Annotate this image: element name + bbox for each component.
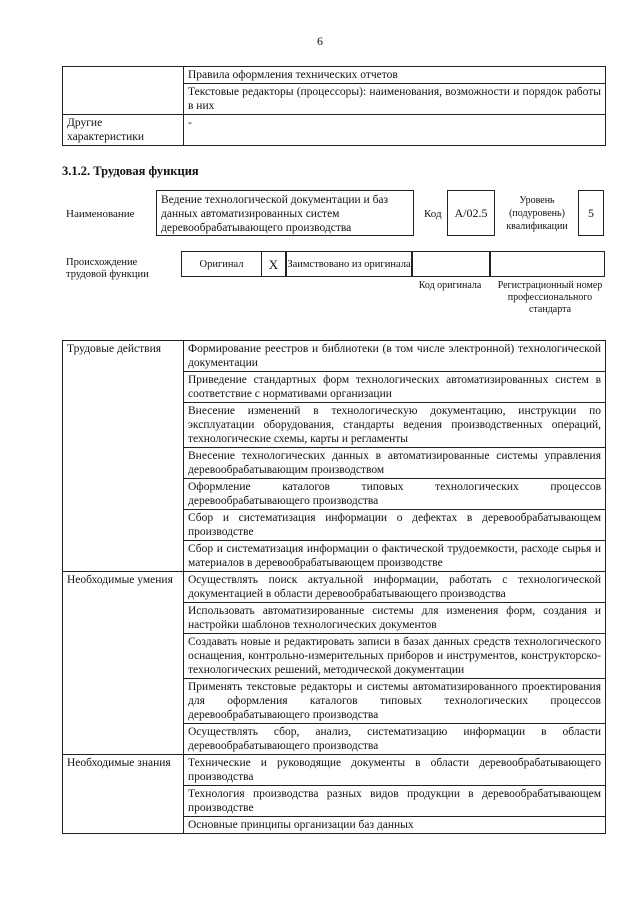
table-row xyxy=(63,115,606,146)
table-row xyxy=(63,755,606,786)
reg-number-caption: Регистрационный номер профессионального стандарта xyxy=(497,280,603,315)
name-label: Наименование xyxy=(66,208,135,220)
original-cell: Оригинал xyxy=(181,251,261,277)
section-head: Трудовые действия xyxy=(63,341,184,572)
table-cell: Внесение технологических данных в автоматизированные системы управления деревообрабатывающим производством xyxy=(184,448,606,479)
table-cell: Формирование реестров и библиотеки (в том числе электронной) технологической документации xyxy=(184,341,606,372)
table-cell: Текстовые редакторы (процессоры): наименования, возможности и порядок работы в них xyxy=(184,84,606,115)
code-label: Код xyxy=(424,208,442,220)
section-title: 3.1.2. Трудовая функция xyxy=(62,164,199,178)
name-value: Ведение технологической документации и баз данных автоматизированных систем деревообрабатывающего производства xyxy=(156,190,414,236)
table-cell: Приведение стандартных форм технологических автоматизированных систем в соответствие с нормативами организации xyxy=(184,372,606,403)
original-mark: X xyxy=(261,251,286,277)
code-original-cell xyxy=(412,251,490,277)
table-cell: Создавать новые и редактировать записи в базах данных средств технологического оснащения, контрольно-измерительных приборов и инструментов, конструкторско-технологических решений, методической документации xyxy=(184,634,606,679)
table-cell: Применять текстовые редакторы и системы автоматизированного проектирования для оформления каталогов типовых технологических процессов деревообрабатывающего производства xyxy=(184,679,606,724)
table-row xyxy=(63,341,606,372)
table-cell: Внесение изменений в технологическую документацию, инструкции по эксплуатации оборудования, стандарты ведения производственных операций, технологические схемы, карты и регламенты xyxy=(184,403,606,448)
section-head: Необходимые умения xyxy=(63,572,184,755)
code-original-caption: Код оригинала xyxy=(418,280,482,291)
level-value: 5 xyxy=(578,190,604,236)
table-cell: Сбор и систематизация информации о дефектах в деревообрабатывающем производстве xyxy=(184,510,606,541)
table-cell: Правила оформления технических отчетов xyxy=(184,67,606,84)
table-cell: Использовать автоматизированные системы для изменения форм, создания и настройки шаблонов технологических документов xyxy=(184,603,606,634)
reg-number-cell xyxy=(490,251,605,277)
top-table xyxy=(62,66,606,146)
table-cell: Сбор и систематизация информации о фактической трудоемкости, расходе сырья и материалов в деревообрабатывающем производстве xyxy=(184,541,606,572)
section-head: Необходимые знания xyxy=(63,755,184,834)
table-cell: Технические и руководящие документы в области деревообрабатывающего производства xyxy=(184,755,606,786)
borrowed-cell: Заимствовано из оригинала xyxy=(286,251,412,277)
main-table xyxy=(62,340,606,834)
table-cell: Осуществлять сбор, анализ, систематизацию информации в области деревообрабатывающего производства xyxy=(184,724,606,755)
table-cell: Оформление каталогов типовых технологических процессов деревообрабатывающего производства xyxy=(184,479,606,510)
table-cell: Осуществлять поиск актуальной информации, работать с технологической документацией в области деревообрабатывающего производства xyxy=(184,572,606,603)
table-row xyxy=(63,67,606,84)
table-cell: - xyxy=(184,115,606,146)
row-label: Другие характеристики xyxy=(63,115,184,146)
origin-label: Происхождение трудовой функции xyxy=(66,257,149,280)
table-cell: Технология производства разных видов продукции в деревообрабатывающем производстве xyxy=(184,786,606,817)
row-label xyxy=(63,67,184,115)
code-value: А/02.5 xyxy=(447,190,495,236)
table-row xyxy=(63,572,606,603)
page-number: 6 xyxy=(317,34,323,48)
level-label: Уровень (подуровень) квалификации xyxy=(506,195,568,232)
table-cell: Основные принципы организации баз данных xyxy=(184,817,606,834)
